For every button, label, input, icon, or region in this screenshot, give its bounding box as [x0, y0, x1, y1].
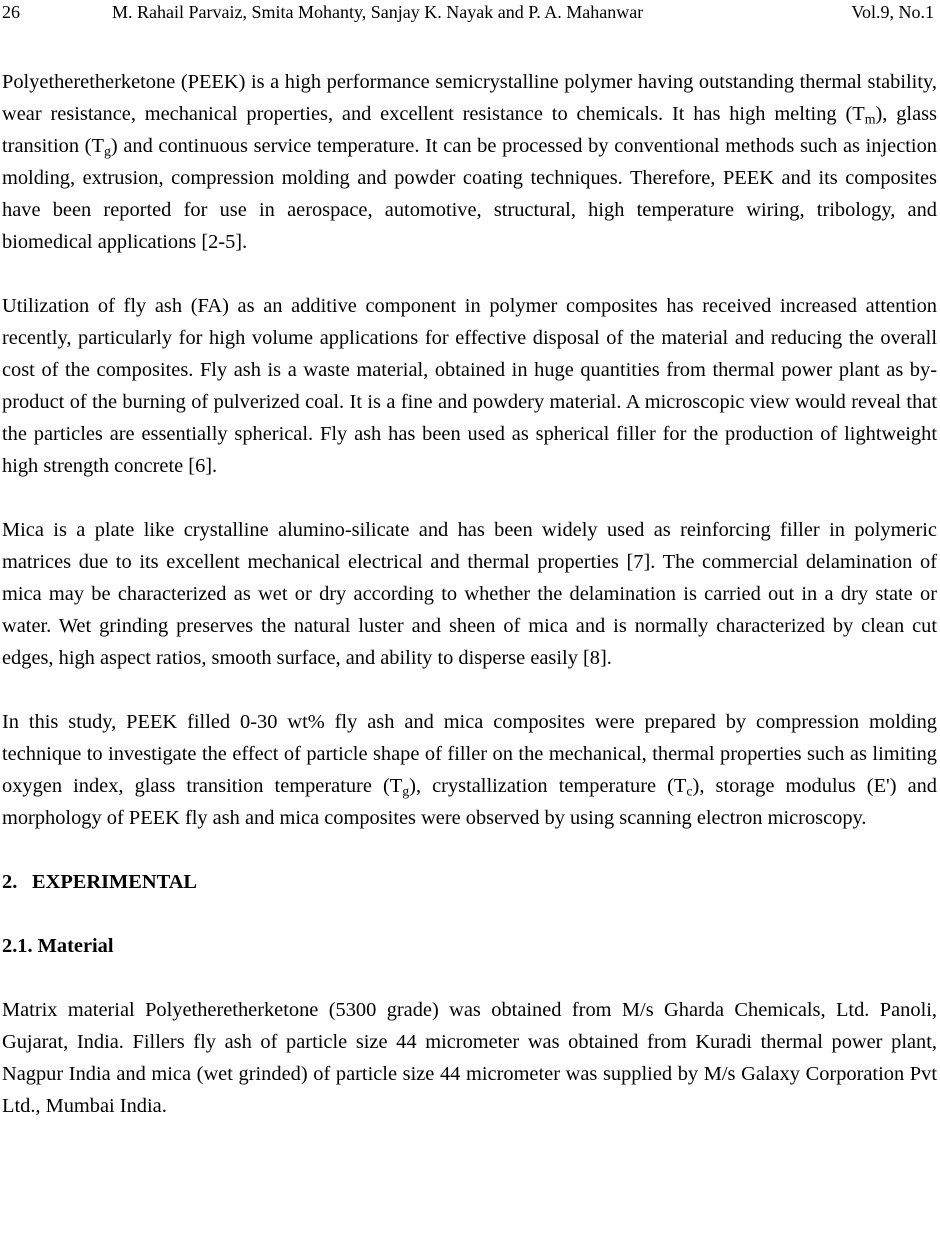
section-number: 2. [2, 871, 18, 893]
subscript-g: g [402, 784, 410, 800]
paragraph-mica: Mica is a plate like crystalline alumino-silicate and has been widely used as reinforcing filler in polymeric matrices due to its excellent mechanical electrical and thermal properties [7]. The commercial delamination of mica may be characterized as wet or dry according to whether the delamination is carried out in a dry state or water. Wet grinding preserves the natural luster and sheen of mica and is normally characterized by clean cut edges, high aspect ratios, smooth surface, and ability to disperse easily [8]. [2, 519, 937, 669]
page-number: 26 [2, 2, 20, 22]
paragraph-fly-ash: Utilization of fly ash (FA) as an additive component in polymer composites has received increased attention recently, particularly for high volume applications for effective disposal of the material and reducing the overall cost of the composites. Fly ash is a waste material, obtained in huge quantities from thermal power plant as by-product of the burning of pulverized coal. It is a fine and powdery material. A microscopic view would reveal that the particles are essentially spherical. Fly ash has been used as spherical filler for the production of lightweight high strength concrete [6]. [2, 295, 937, 477]
paragraph-materials: Matrix material Polyetheretherketone (5300 grade) was obtained from M/s Gharda Chemicals, Ltd. Panoli, Gujarat, India. Fillers fly ash of particle size 44 micrometer was obtained from Kuradi thermal power plant, Nagpur India and mica (wet grinded) of particle size 44 micrometer was supplied by M/s Galaxy Corporation Pvt Ltd., Mumbai India. [2, 999, 937, 1117]
subscript-m: m [864, 112, 876, 128]
header-authors: M. Rahail Parvaiz, Smita Mohanty, Sanjay K. Nayak and P. A. Mahanwar [112, 2, 644, 22]
header-volume: Vol.9, No.1 [851, 2, 934, 22]
running-header [0, 0, 940, 30]
section-heading-experimental [2, 866, 937, 898]
paragraph-study: In this study, PEEK filled 0-30 wt% fly ash and mica composites were prepared by compression molding technique to investigate the effect of particle shape of filler on the mechanical, thermal properties such as limiting oxygen index, glass transition temperature $(T_g)$, crystallization temperature $(T_c)$, storage modulus (E') and morphology of PEEK fly ash and mica composites were observed by using scanning electron microscopy. [2, 711, 938, 829]
article-body [2, 66, 937, 1122]
subscript-c: c [686, 784, 693, 800]
section-title: EXPERIMENTAL [32, 871, 198, 893]
paragraph-peek: Polyetheretherketone (PEEK) is a high performance semicrystalline polymer having outstanding thermal stability, wear resistance, mechanical properties, and excellent resistance to chemicals. It has high melting $(T_m)$, glass transition $(T_g)$ and continuous service temperature. It can be processed by conventional methods such as injection molding, extrusion, compression molding and powder coating techniques. Therefore, PEEK and its composites have been reported for use in aerospace, automotive, structural, high temperature wiring, tribology, and biomedical applications [2-5]. [2, 71, 937, 253]
subscript-g: g [103, 144, 111, 160]
subsection-heading-material: 2.1. Material [2, 935, 114, 957]
